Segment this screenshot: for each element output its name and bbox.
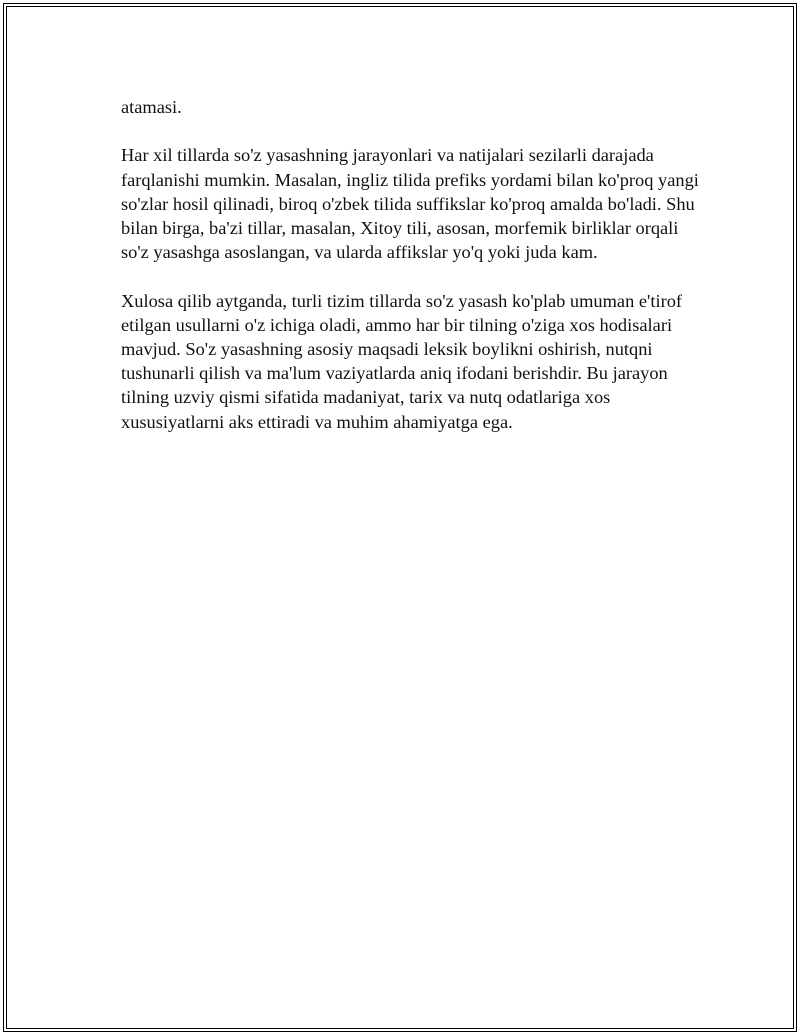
paragraph-word-formation-differences: Har xil tillarda so'z yasashning jarayonlari va natijalari sezilarli darajada farqlanishi mumkin. Masalan, ingliz tilida prefiks yordami bilan ko'proq yangi so'zlar hosil qilinadi, biroq o'zbek tilida suffikslar ko'proq amalda bo'ladi. Shu bilan birga, ba'zi tillar, masalan, Xitoy tili, asosan, morfemik birliklar orqali so'z yasashga asoslangan, va ularda affikslar yo'q yoki juda kam.: [121, 145, 699, 263]
page-border: [3, 3, 797, 1032]
paragraph-fragment: atamasi.: [121, 97, 182, 117]
page-inner: [7, 7, 793, 1028]
document-body: [121, 95, 701, 458]
paragraph-conclusion: Xulosa qilib aytganda, turli tizim tillarda so'z yasash ko'plab umuman e'tirof etilgan usullarni o'z ichiga oladi, ammo har bir tilning o'ziga xos hodisalari mavjud. So'z yasashning asosiy maqsadi leksik boylikni oshirish, nutqni tushunarli qilish va ma'lum vaziyatlarda aniq ifodani berishdir. Bu jarayon tilning uzviy qismi sifatida madaniyat, tarix va nutq odatlariga xos xususiyatlarni aks ettiradi va muhim ahamiyatga ega.: [121, 290, 683, 432]
